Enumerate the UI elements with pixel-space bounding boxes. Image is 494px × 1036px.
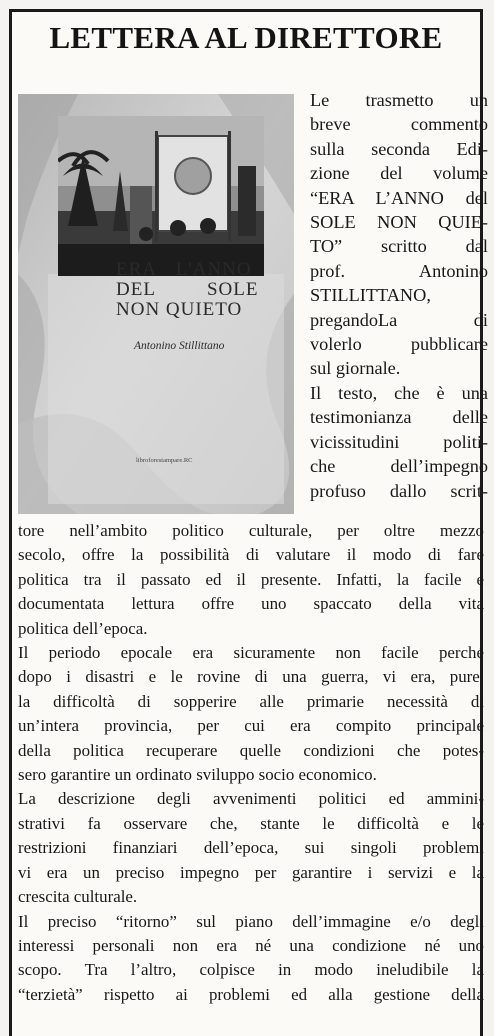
text-line: strativi fa osservare che, stante le difficoltà e le xyxy=(18,813,484,833)
cover-title xyxy=(116,260,276,320)
text-line: scopo. Tra l’altro, colpisce in modo ineludibile la xyxy=(18,960,484,980)
text-line: dopo i disastri e le rovine di una guerra, vi era, pure, xyxy=(18,667,484,687)
text-line: “terzietà” rispetto ai problemi ed alla gestione della xyxy=(18,984,484,1004)
article-headline: LETTERA AL DIRETTORE xyxy=(49,20,443,55)
cover-author: Antonino Stillittano xyxy=(134,340,225,352)
text-line: politica dell’epoca. xyxy=(18,618,148,638)
book-cover-image xyxy=(18,94,294,514)
text-line: un’intera provincia, per cui era compito principale xyxy=(18,716,484,736)
text-line: Il testo, che è una xyxy=(310,382,488,403)
text-line: profuso dallo scrit- xyxy=(310,480,488,501)
text-line: tore nell’ambito politico culturale, per oltre mezzo xyxy=(18,521,484,540)
text-line: zione del volume xyxy=(310,163,488,184)
text-line: politica tra il passato ed il presente. Infatti, la facile e xyxy=(18,569,484,589)
text-line: La descrizione degli avvenimenti politici ed ammini- xyxy=(18,789,484,809)
cover-title-line3: NON QUIETO xyxy=(116,299,243,320)
text-line: documentata lettura offre uno spaccato della vita xyxy=(18,594,484,614)
paragraph-2-start xyxy=(310,381,488,503)
text-line: STILLITTANO, xyxy=(310,285,431,306)
text-line: Le trasmetto un xyxy=(310,90,488,110)
text-line: vi era un preciso impegno per garantire i servizi e la xyxy=(18,862,484,882)
text-line: sero garantire un ordinato sviluppo socio economico. xyxy=(18,765,377,785)
text-line: della politica recuperare quelle condizioni che potes- xyxy=(18,740,484,760)
paragraph-4 xyxy=(18,787,484,909)
text-line: crescita culturale. xyxy=(18,887,138,907)
text-line: sulla seconda Edi- xyxy=(310,138,488,159)
cover-title-line1: ERA L'ANNO xyxy=(116,259,252,280)
text-line: la difficoltà di sopperire alle primarie necessità di xyxy=(18,691,484,711)
text-line: sul giornale. xyxy=(310,358,401,379)
text-line: secolo, offre la possibilità di valutare il modo di fare xyxy=(18,545,484,565)
paragraph-3 xyxy=(18,641,484,787)
text-line: Il preciso “ritorno” sul piano dell’immagine e/o degli xyxy=(18,911,484,931)
text-line: restrizioni finanziari dell’epoca, sui singoli problemi xyxy=(18,838,484,858)
text-line: interessi personali non era né una condizione né uno xyxy=(18,935,484,955)
cover-photo xyxy=(58,116,264,276)
cover-title-line2: DEL SOLE xyxy=(116,279,259,300)
text-line: “ERA L’ANNO del xyxy=(310,187,488,208)
text-line: breve commento xyxy=(310,114,488,135)
text-line: volerlo pubblicare xyxy=(310,334,488,355)
text-line: SOLE NON QUIE- xyxy=(310,212,488,233)
text-line: testimonianza delle xyxy=(310,407,488,428)
text-line: vicissitudini politi- xyxy=(310,431,488,452)
text-line: che dell’impegno xyxy=(310,456,488,477)
paragraph-1 xyxy=(310,88,488,381)
paragraph-5 xyxy=(18,910,484,1008)
cover-photo-illustration xyxy=(58,116,264,276)
article-column-full xyxy=(18,519,484,1007)
article-column-right xyxy=(310,88,488,503)
text-line: prof. Antonino xyxy=(310,260,488,281)
cover-publisher: libroforestampare.RC xyxy=(136,457,193,464)
paragraph-2-continued xyxy=(18,519,484,641)
text-line: Il periodo epocale era sicuramente non facile perché xyxy=(18,643,484,663)
text-line: TO” scritto dal xyxy=(310,236,488,257)
text-line: pregandoLa di xyxy=(310,309,488,330)
